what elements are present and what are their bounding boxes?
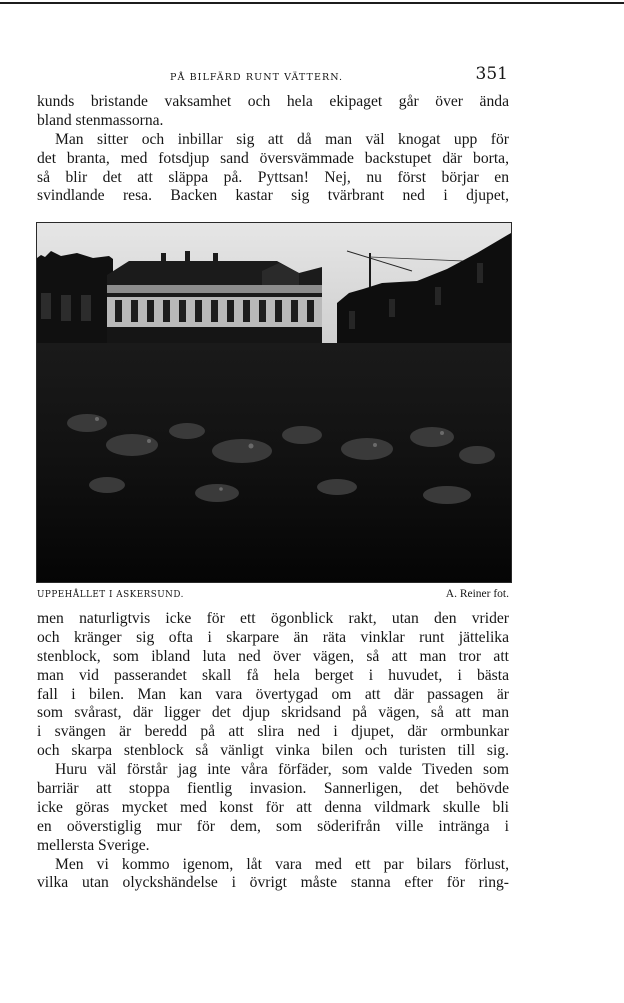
- text-line: i svängen är beredd på att slira ned i djupet, där ormbunkar: [37, 723, 509, 741]
- paragraph-block-bottom: [37, 610, 509, 893]
- photo-caption: [37, 588, 509, 602]
- page-number: 351: [475, 64, 508, 84]
- text-line: man vid passerandet skall få hela berget i huvudet, i bästa: [37, 666, 509, 684]
- text-line: och kränger sig ofta i skarpare än räta vinklar runt jättelika: [37, 628, 509, 646]
- text-line: vilka utan olyckshändelse i övrigt måste stanna efter för ring-: [37, 874, 509, 892]
- text-line: men naturligtvis icke för ett ögonblick rakt, utan den vrider: [37, 610, 509, 627]
- top-rule: [0, 2, 624, 4]
- text-line: Huru väl förstår jag inte våra förfäder, som valde Tiveden som: [55, 761, 509, 779]
- running-title: PÅ BILFÄRD RUNT VÄTTERN.: [170, 72, 344, 83]
- text-line: Men vi kommo igenom, låt vara med ett par bilars förlust,: [55, 855, 509, 873]
- text-line: kunds bristande vaksamhet och hela ekipaget går över ända: [37, 93, 509, 110]
- text-line: mellersta Sverige.: [37, 836, 150, 854]
- text-line: så blir det att släppa på. Pyttsan! Nej, nu först börjar en: [37, 168, 509, 186]
- caption-text: UPPEHÅLLET I ASKERSUND.: [37, 590, 184, 600]
- photo-scene: [37, 223, 511, 582]
- square-ground: [37, 343, 511, 582]
- photo-credit: A. Reiner fot.: [445, 588, 509, 600]
- text-line: barriär att stoppa fientlig invasion. Sannerligen, det behövde: [37, 780, 509, 798]
- text-line: det branta, med fotsdjup sand översvämmade backstupet där borta,: [37, 149, 509, 167]
- text-line: icke göras mycket med konst för att denna vildmark skulle bli: [37, 798, 509, 816]
- text-line: stenblock, som ibland luta ned över vägen, så att man tror att: [37, 647, 509, 665]
- running-head: [38, 64, 508, 88]
- text-line: som svårast, där ligger det djup skridsand på vägen, så att man: [37, 704, 509, 722]
- text-line: och skarpa stenblock så vänligt vinka bilen och turisten till sig.: [37, 742, 509, 760]
- text-line: svindlande resa. Backen kastar sig tvärbrant ned i djupet,: [37, 187, 509, 205]
- text-line: en oöverstiglig mur för dem, som söderifrån ville inträngа i: [37, 817, 509, 835]
- text-line: bland stenmassorna.: [37, 111, 164, 129]
- paragraph-block-top: [37, 93, 509, 206]
- text-line: Man sitter och inbillar sig att då man väl knogat upp för: [55, 130, 509, 148]
- text-line: fall i bilen. Man kan vara övertygad om att där passagen är: [37, 685, 509, 703]
- photograph-askersund: [36, 222, 512, 583]
